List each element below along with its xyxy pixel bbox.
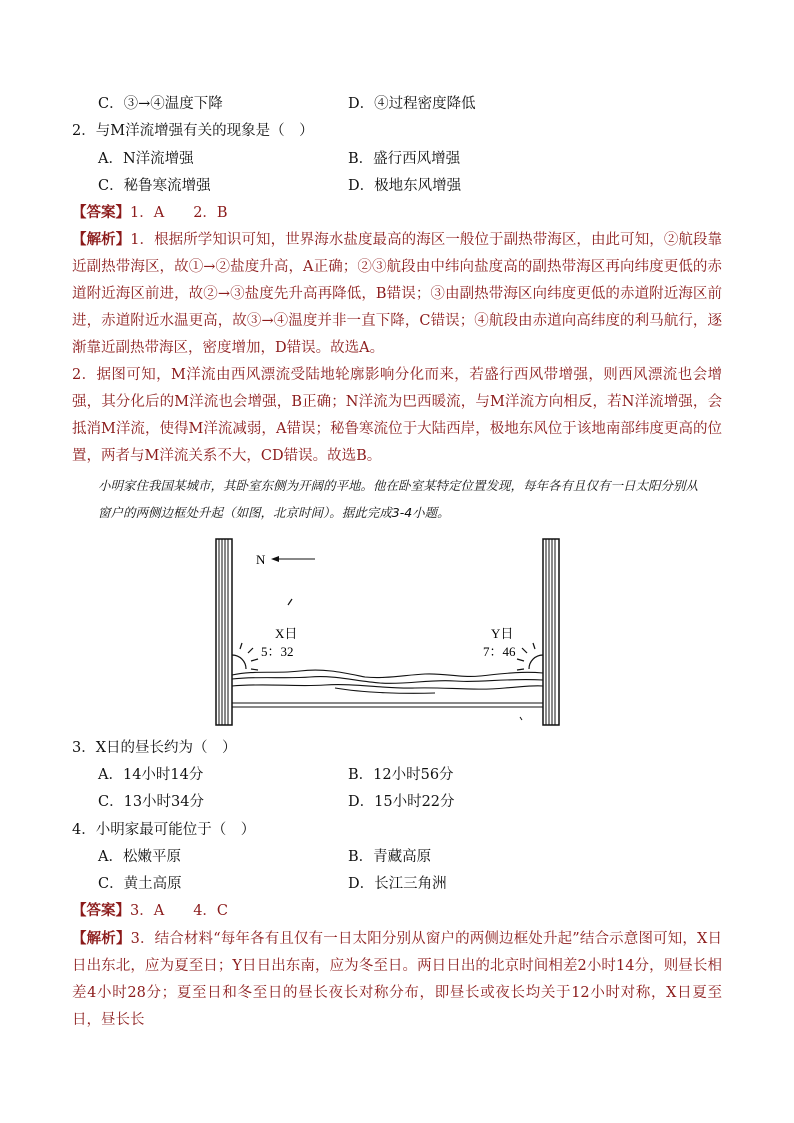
window-sunrise-figure	[215, 537, 580, 727]
analysis-text-1: 1．根据所学知识可知，世界海水盐度最高的海区一般位于副热带海区，由此可知，②航段靠近副热带海区，故①→②盐度升高，A正确；②③航段由中纬向盐度高的副热带海区再向纬度更低的赤道附近海区前进，故②→③盐度先升高再降低，B错误；③由副热带海区向纬度更低的赤道附近海区前进，赤道附近水温更高，故③→④温度并非一直下降，C错误；④航段由赤道向高纬度的利马航行，逐渐靠近副热带海区，密度增加，D错误。故选A。	[72, 232, 723, 356]
y-day-time: 7：46	[483, 644, 516, 659]
q4-option-c: C．黄土高原	[98, 876, 182, 892]
y-day-label: Y日	[491, 626, 514, 641]
material-text: 小明家住我国某城市，其卧室东侧为开阔的平地。他在卧室某特定位置发现，每年各有且仅有一日太阳分别从窗户的两侧边框处升起（如图，北京时间）。据此完成3-4小题。	[98, 478, 699, 520]
answer-block-1	[72, 203, 228, 223]
q3-option-b: B．12小时56分	[348, 767, 454, 783]
q2-option-c: C．秘鲁寒流增强	[98, 178, 211, 194]
right-sun-icon	[517, 643, 543, 670]
left-window-frame	[216, 539, 232, 725]
left-sun-icon	[232, 643, 258, 670]
q3-option-c: C．13小时34分	[98, 794, 204, 810]
analysis-text-3: 3．结合材料“每年各有且仅有一日太阳分别从窗户的两侧边框处升起”结合示意图可知，X日日出东北，应为夏至日；Y日日出东南，应为冬至日。两日日出的北京时间相差2小时14分，则昼长相差4小时28分；夏至日和冬至日的昼长夜长对称分布，即昼长或夜长均关于12小时对称，X日夏至日，昼长长	[72, 931, 723, 1028]
analysis-paragraph-1	[72, 226, 722, 362]
q4-option-d: D．长江三角洲	[348, 876, 447, 892]
q2-option-d: D．极地东风增强	[348, 178, 462, 194]
answer-text: 1．A 2．B	[130, 205, 228, 221]
analysis-tag: 【解析】	[72, 231, 131, 248]
q2-stem: 2．与M洋流增强有关的现象是（ ）	[72, 123, 314, 139]
q4-option-b: B．青藏高原	[348, 849, 432, 865]
answer-tag: 【答案】	[72, 902, 130, 919]
answer-block-2	[72, 901, 228, 921]
answer-tag: 【答案】	[72, 204, 130, 221]
q1-option-d: D．④过程密度降低	[348, 96, 476, 112]
right-window-frame	[543, 539, 559, 725]
north-label: N	[256, 552, 266, 567]
answer-text: 3．A 4．C	[130, 903, 229, 919]
q4-option-a: A．松嫩平原	[98, 849, 181, 865]
q4-stem: 4．小明家最可能位于（ ）	[72, 822, 256, 838]
analysis-tag: 【解析】	[72, 930, 131, 947]
q2-option-b: B．盛行西风增强	[348, 151, 461, 167]
horizon-landscape	[232, 670, 543, 707]
analysis-paragraph-2: 2．据图可知，M洋流由西风漂流受陆地轮廓影响分化而来，若盛行西风带增强，则西风漂流也会增强，其分化后的M洋流也会增强，B正确；N洋流为巴西暖流，与M洋流方向相反，若N洋流增强，会抵消M洋流，使得M洋流减弱，A错误；秘鲁寒流位于大陆西岸，极地东风位于该地南部纬度更高的位置，两者与M洋流关系不大，CD错误。故选B。	[72, 367, 722, 464]
q3-stem: 3．X日的昼长约为（ ）	[72, 740, 237, 756]
x-day-time: 5：32	[261, 644, 294, 659]
q2-option-a: A．N洋流增强	[98, 151, 194, 167]
q3-option-a: A．14小时14分	[98, 767, 204, 783]
q1-option-c: C．③→④温度下降	[98, 96, 223, 112]
analysis-paragraph-3	[72, 925, 722, 1034]
x-day-label: X日	[275, 626, 298, 641]
q3-option-d: D．15小时22分	[348, 794, 455, 810]
